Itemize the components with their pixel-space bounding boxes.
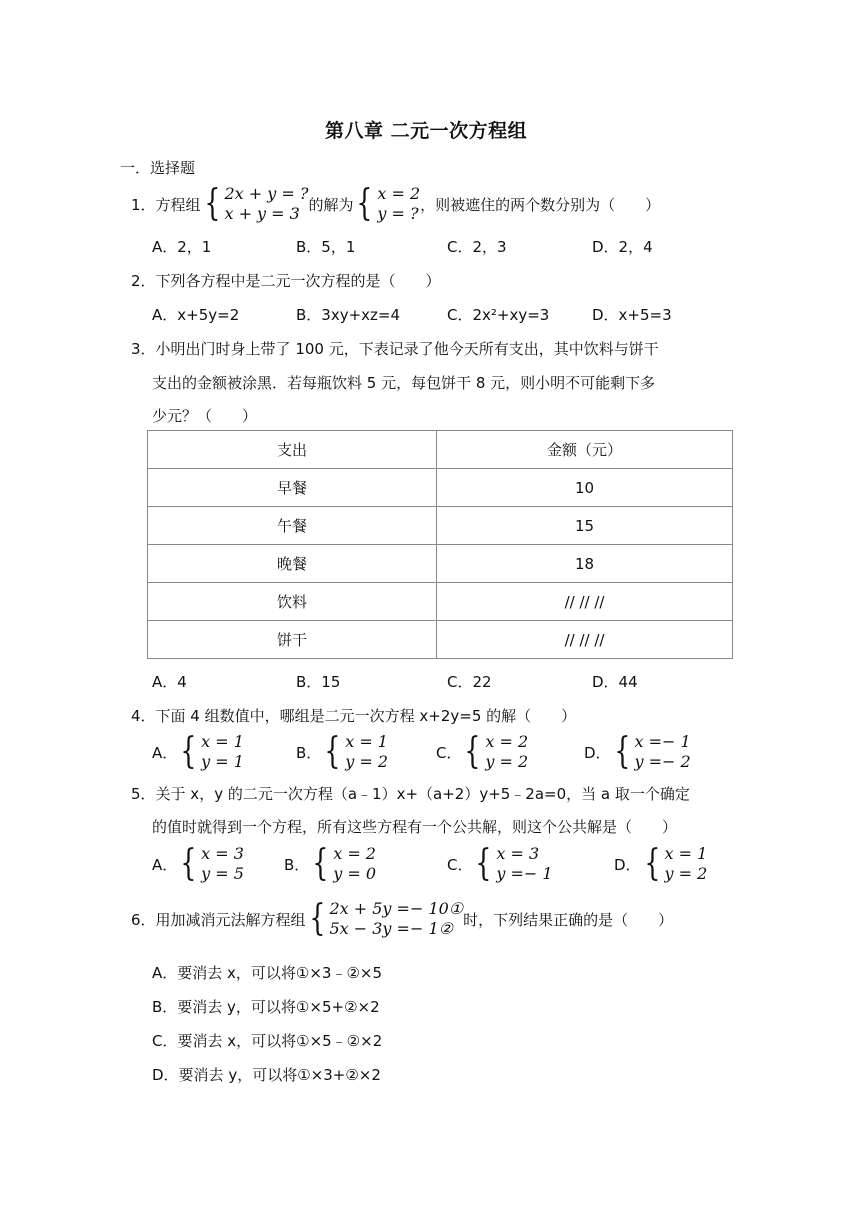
- table-header-cell: 金额（元）: [437, 431, 733, 469]
- table-cell-redacted: // // //: [437, 583, 733, 621]
- question-3-line-2: 支出的金额被涂黑．若每瓶饮料 5 元，每包饼干 8 元，则小明不可能剩下多: [152, 374, 656, 392]
- q4-option-c[interactable]: [436, 732, 528, 772]
- q1-number: 1．方程组: [131, 195, 201, 214]
- table-cell-item: 午餐: [148, 507, 437, 545]
- q1-option-c[interactable]: C．2，3: [447, 238, 507, 256]
- table-cell-amount: 15: [437, 507, 733, 545]
- brace-icon: {: [613, 731, 631, 772]
- brace-icon: {: [180, 731, 197, 772]
- table-row: [148, 507, 733, 545]
- question-5-line-2: 的值时就得到一个方程，所有这些方程有一个公共解，则这个公共解是（ ）: [152, 818, 678, 836]
- q6-system-line-2: 5x − 3y =− 1②: [329, 919, 453, 938]
- brace-icon: {: [203, 183, 221, 224]
- q3-option-c[interactable]: C．22: [447, 673, 492, 691]
- option-label: D．: [584, 743, 611, 762]
- brace-icon: {: [356, 183, 373, 224]
- q6-option-b[interactable]: B．要消去 y，可以将①×5+②×2: [152, 998, 380, 1016]
- question-1: [131, 184, 660, 224]
- table-cell-amount: 18: [437, 545, 733, 583]
- q5-option-b[interactable]: [284, 844, 376, 884]
- option-label: C．: [436, 743, 462, 762]
- q6-option-a[interactable]: A．要消去 x，可以将①×3﹣②×5: [152, 964, 383, 982]
- brace-icon: {: [180, 843, 197, 884]
- question-3-line-1: 3．小明出门时身上带了 100 元，下表记录了他今天所有支出，其中饮料与饼干: [131, 340, 659, 358]
- q6-end-text: 时，下列结果正确的是（ ）: [463, 910, 674, 929]
- q6-option-c[interactable]: C．要消去 x，可以将①×5﹣②×2: [152, 1032, 383, 1050]
- table-row: [148, 621, 733, 659]
- brace-icon: {: [308, 898, 326, 939]
- question-3-line-3: 少元？（ ）: [152, 407, 258, 425]
- q2-option-d[interactable]: D．x+5=3: [592, 306, 672, 324]
- brace-icon: {: [643, 843, 661, 884]
- option-line-1: x = 3: [496, 844, 540, 863]
- option-line-2: y = 5: [201, 864, 244, 883]
- expense-table: [147, 430, 733, 659]
- option-line-1: x =− 1: [634, 732, 691, 751]
- q6-system-line-1: 2x + 5y =− 10①: [329, 899, 464, 918]
- q2-option-c[interactable]: C．2x²+xy=3: [447, 306, 550, 324]
- q5-option-c[interactable]: [447, 844, 553, 884]
- question-4: 4．下面 4 组数值中，哪组是二元一次方程 x+2y=5 的解（ ）: [131, 707, 577, 725]
- q1-solution-line-1: x = 2: [377, 184, 421, 203]
- option-line-1: x = 3: [201, 844, 244, 863]
- option-label: A．: [152, 855, 178, 874]
- q1-solution: [353, 184, 420, 224]
- page-title: 第八章 二元一次方程组: [325, 120, 528, 142]
- table-cell-item: 饼干: [148, 621, 437, 659]
- q1-system: [201, 184, 309, 224]
- option-line-2: y = 0: [333, 864, 376, 883]
- q4-option-d[interactable]: [584, 732, 691, 772]
- table-cell-amount: 10: [437, 469, 733, 507]
- option-line-2: y = 1: [201, 752, 244, 771]
- brace-icon: {: [324, 731, 341, 772]
- q6-system: [306, 899, 464, 939]
- q2-option-a[interactable]: A．x+5y=2: [152, 306, 240, 324]
- q1-option-b[interactable]: B．5，1: [296, 238, 356, 256]
- question-6: [131, 899, 673, 939]
- q1-mid-text: 的解为: [308, 195, 354, 214]
- question-2: 2．下列各方程中是二元一次方程的是（ ）: [131, 272, 441, 290]
- q1-option-d[interactable]: D．2，4: [592, 238, 653, 256]
- table-header-row: [148, 431, 733, 469]
- table-cell-item: 早餐: [148, 469, 437, 507]
- option-line-2: y = 2: [345, 752, 388, 771]
- q4-option-a[interactable]: [152, 732, 244, 772]
- q1-system-line-2: x + y = 3: [224, 204, 300, 223]
- q4-option-b[interactable]: [296, 732, 388, 772]
- q1-end-text: ，则被遮住的两个数分别为（ ）: [420, 195, 661, 214]
- section-heading: 一．选择题: [120, 159, 196, 177]
- option-line-1: x = 1: [664, 844, 708, 863]
- brace-icon: {: [464, 731, 481, 772]
- table-row: [148, 469, 733, 507]
- q1-system-line-1: 2x + y = ?: [224, 184, 309, 203]
- q2-option-b[interactable]: B．3xy+xz=4: [296, 306, 401, 324]
- q3-option-a[interactable]: A．4: [152, 673, 187, 691]
- q3-option-d[interactable]: D．44: [592, 673, 638, 691]
- option-label: A．: [152, 743, 178, 762]
- q3-option-b[interactable]: B．15: [296, 673, 341, 691]
- option-line-1: x = 1: [201, 732, 244, 751]
- brace-icon: {: [475, 843, 492, 884]
- option-label: C．: [447, 855, 473, 874]
- question-5-line-1: 5．关于 x，y 的二元一次方程（a﹣1）x+（a+2）y+5﹣2a=0，当 a 取一个确定: [131, 785, 690, 803]
- q5-option-d[interactable]: [614, 844, 707, 884]
- table-row: [148, 583, 733, 621]
- table-row: [148, 545, 733, 583]
- table-cell-redacted: // // //: [437, 621, 733, 659]
- table-cell-item: 饮料: [148, 583, 437, 621]
- option-line-2: y =− 1: [496, 864, 553, 883]
- table-cell-item: 晚餐: [148, 545, 437, 583]
- option-line-2: y = 2: [485, 752, 529, 771]
- q6-option-d[interactable]: D．要消去 y，可以将①×3+②×2: [152, 1066, 381, 1084]
- table-header-cell: 支出: [148, 431, 437, 469]
- option-line-1: x = 2: [485, 732, 529, 751]
- option-label: B．: [284, 855, 310, 874]
- option-label: D．: [614, 855, 641, 874]
- option-label: B．: [296, 743, 322, 762]
- q5-option-a[interactable]: [152, 844, 244, 884]
- brace-icon: {: [312, 843, 329, 884]
- option-line-2: y =− 2: [634, 752, 691, 771]
- q1-solution-line-2: y = ?: [377, 204, 419, 223]
- q1-option-a[interactable]: A．2，1: [152, 238, 212, 256]
- option-line-1: x = 1: [345, 732, 388, 751]
- option-line-2: y = 2: [664, 864, 708, 883]
- q6-number: 6．用加减消元法解方程组: [131, 910, 306, 929]
- option-line-1: x = 2: [333, 844, 376, 863]
